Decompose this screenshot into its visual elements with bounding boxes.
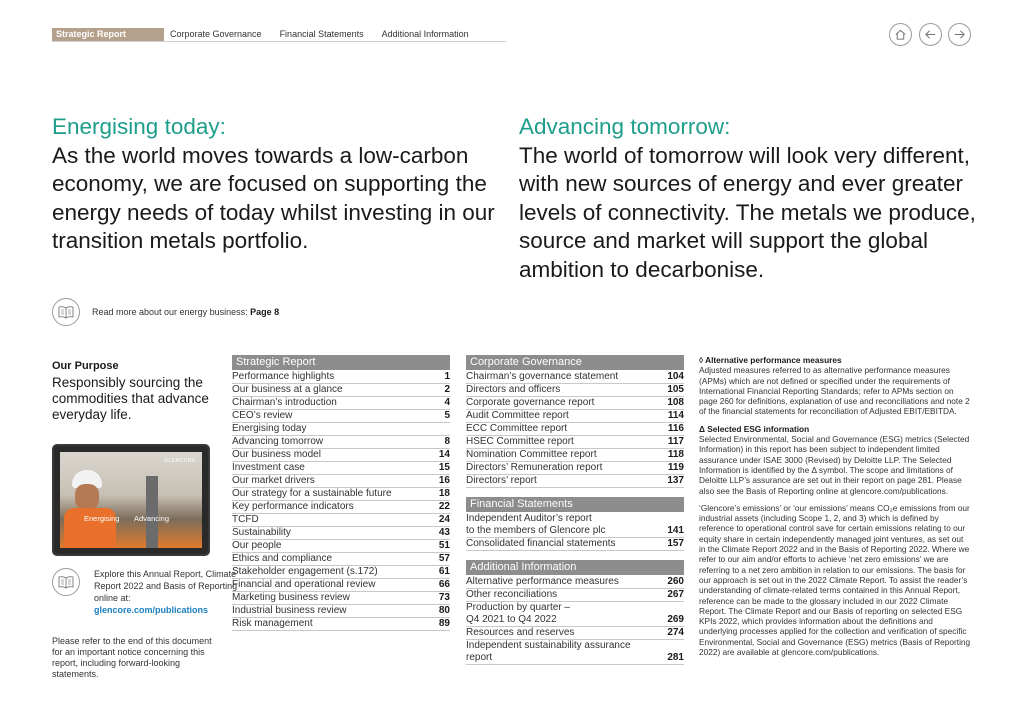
read-more-link[interactable]: Page 8 xyxy=(250,307,280,317)
contents-title: Consolidated financial statements xyxy=(466,538,616,549)
contents-row[interactable] xyxy=(232,488,450,501)
purpose-title: Our Purpose xyxy=(52,360,119,372)
contents-page-number: 57 xyxy=(438,553,450,564)
contents-page-number: 66 xyxy=(438,579,450,590)
heading-accent: Energising today: xyxy=(52,114,226,139)
contents-page-number: 269 xyxy=(667,614,684,625)
apm-text: Adjusted measures referred to as alternative performance measures (APMs) which are not defined or specified under the requirements of International Financial Reporting Standards; refer to APMs section on page 260 for definitions, explanation of use and reconciliations and note 2 of the financial statements for reconciliation of Adjusted EBIT/EBITDA. xyxy=(699,365,970,417)
contents-row[interactable] xyxy=(232,449,450,462)
heading-text: As the world moves towards a low-carbon economy, we are focused on supporting the energy needs of today whilst investing in our transition metals portfolio. xyxy=(52,142,495,253)
contents-page-number: 1 xyxy=(444,371,450,382)
contents-title: Nomination Committee report xyxy=(466,449,597,460)
contents-page-number: 61 xyxy=(438,566,450,577)
contents-row[interactable] xyxy=(232,436,450,449)
section-header: Financial Statements xyxy=(466,497,684,512)
contents-title: Chairman’s introduction xyxy=(232,397,337,408)
strategic-report-contents xyxy=(232,355,450,631)
contents-title: Industrial business review xyxy=(232,605,347,616)
contents-page-number: 141 xyxy=(667,525,684,536)
energising-today-heading xyxy=(52,113,502,256)
advancing-tomorrow-heading xyxy=(519,113,989,284)
contents-title: Stakeholder engagement (s.172) xyxy=(232,566,378,577)
contents-row[interactable] xyxy=(466,627,684,640)
section-header: Strategic Report xyxy=(232,355,450,370)
contents-row[interactable] xyxy=(232,384,450,397)
governance-financial-contents xyxy=(466,355,684,665)
contents-page-number: 8 xyxy=(444,436,450,447)
contents-row[interactable] xyxy=(466,436,684,449)
contents-title: Ethics and compliance xyxy=(232,553,333,564)
contents-page-number: 16 xyxy=(438,475,450,486)
contents-title: Chairman’s governance statement xyxy=(466,371,619,382)
footnotes xyxy=(699,355,971,664)
arrow-left-icon xyxy=(924,28,937,41)
contents-row[interactable] xyxy=(232,410,450,423)
contents-page-number: 104 xyxy=(667,371,684,382)
contents-title: Independent Auditor’s report to the members of Glencore plc xyxy=(466,513,606,536)
explore-online xyxy=(52,568,242,616)
forward-button[interactable] xyxy=(948,23,971,46)
contents-row[interactable] xyxy=(466,538,684,551)
emissions-text: ‘Glencore’s emissions’ or ‘our emissions’ means CO₂e emissions from our industrial assets (including Scope 1, 2, and 3) which is defined by reference to operational control save for certain emissions relating to our equity share in certain independently managed joint ventures, as set out in the Climate Report 2022 and in the Basis of Reporting 2022. Where we refer to our aim and/or efforts to achieve ‘net zero emissions’ we are referring to a net zero ambition in relation to our emissions. The basis for our approach is set out in the 2022 Climate Report. To assist the reader’s understanding of climate-related terms contained in this Annual Report, reference can be made to the glossary included in our 2022 Climate Report. The Climate Report and our Basis of reporting on selected ESG KPIs 2022, which provides information about the definitions and underlying processes applied for the collection and verification of specific Environmental, Social and Governance (ESG) metrics (Basis of Reporting 2022) are available at glencore.com/publications. xyxy=(699,502,971,658)
contents-title: TCFD xyxy=(232,514,259,525)
contents-title: Our people xyxy=(232,540,282,551)
contents-title: Our business at a glance xyxy=(232,384,343,395)
contents-title: Investment case xyxy=(232,462,305,473)
contents-page-number: 267 xyxy=(667,589,684,600)
section-header: Corporate Governance xyxy=(466,355,684,370)
contents-title: Advancing tomorrow xyxy=(232,436,324,447)
heading-text: The world of tomorrow will look very different, with new sources of energy and ever greater levels of connectivity. The metals we produce, source and market will support the global ambition to decarbonise. xyxy=(519,142,976,282)
arrow-right-icon xyxy=(953,28,966,41)
contents-title: Our strategy for a sustainable future xyxy=(232,488,392,499)
contents-row[interactable] xyxy=(466,513,684,538)
contents-row[interactable] xyxy=(232,527,450,540)
contents-row[interactable] xyxy=(232,423,450,436)
tab-financial-statements[interactable]: Financial Statements xyxy=(279,29,364,39)
contents-page-number: 5 xyxy=(444,410,450,421)
publications-link[interactable]: glencore.com/publications xyxy=(94,605,209,615)
contents-page-number: 108 xyxy=(667,397,684,408)
read-more xyxy=(52,298,279,326)
contents-page-number: 4 xyxy=(444,397,450,408)
contents-row[interactable] xyxy=(466,589,684,602)
glencore-logo: GLENCORE xyxy=(163,458,196,464)
book-icon xyxy=(52,298,80,326)
purpose-text: Responsibly sourcing the commodities that advance everyday life. xyxy=(52,375,209,422)
contents-page-number: 24 xyxy=(438,514,450,525)
contents-page-number: 117 xyxy=(667,436,684,447)
home-icon xyxy=(894,28,907,41)
contents-page-number: 116 xyxy=(667,423,684,434)
contents-row[interactable] xyxy=(232,462,450,475)
back-button[interactable] xyxy=(919,23,942,46)
esg-text: Selected Environmental, Social and Governance (ESG) metrics (Selected Information) in this report has been subject to independent limited assurance under ISAE 3000 (Revised) by Deloitte LLP. The Selected Information is identified by the Δ symbol. The scope and limitations of Deloitte LLP’s assurance are set out in their report on page 281. Please also see the Basis of Reporting online at glencore.com/publications. xyxy=(699,434,970,496)
contents-row[interactable] xyxy=(232,514,450,527)
contents-page-number: 14 xyxy=(438,449,450,460)
contents-page-number: 114 xyxy=(667,410,684,421)
esg-title: Δ Selected ESG information xyxy=(699,423,810,434)
contents-page-number: 281 xyxy=(667,652,684,663)
contents-title: ECC Committee report xyxy=(466,423,568,434)
contents-row[interactable] xyxy=(232,566,450,579)
contents-title: Risk management xyxy=(232,618,313,629)
contents-row[interactable] xyxy=(466,602,684,627)
contents-title: Directors and officers xyxy=(466,384,561,395)
contents-title: Corporate governance report xyxy=(466,397,595,408)
explore-text: Explore this Annual Report, Climate Report 2022 and Basis of Reporting online at: xyxy=(94,569,238,603)
contents-row[interactable] xyxy=(466,423,684,436)
contents-page-number: 157 xyxy=(667,538,684,549)
contents-title: Alternative performance measures xyxy=(466,576,619,587)
cover-word-advancing: Advancing xyxy=(134,514,170,523)
contents-title: Independent sustainability assurance report xyxy=(466,640,631,663)
tab-corporate-governance[interactable]: Corporate Governance xyxy=(170,29,262,39)
contents-row[interactable] xyxy=(232,618,450,631)
contents-page-number: 18 xyxy=(438,488,450,499)
contents-title: Audit Committee report xyxy=(466,410,569,421)
contents-title: HSEC Committee report xyxy=(466,436,574,447)
section-header: Additional Information xyxy=(466,560,684,575)
contents-title: Key performance indicators xyxy=(232,501,354,512)
book-icon xyxy=(52,568,80,596)
contents-row[interactable] xyxy=(232,397,450,410)
contents-title: Marketing business review xyxy=(232,592,350,603)
our-purpose xyxy=(52,360,212,423)
contents-row[interactable] xyxy=(232,592,450,605)
contents-page-number: 89 xyxy=(438,618,450,629)
home-button[interactable] xyxy=(889,23,912,46)
cover-word-energising: Energising xyxy=(84,514,120,523)
contents-row[interactable] xyxy=(466,410,684,423)
contents-page-number: 119 xyxy=(667,462,684,473)
tab-strategic-report[interactable]: Strategic Report xyxy=(52,28,164,41)
contents-title: Our business model xyxy=(232,449,321,460)
contents-row[interactable] xyxy=(232,579,450,592)
contents-row[interactable] xyxy=(466,449,684,462)
contents-row[interactable] xyxy=(232,475,450,488)
contents-page-number: 15 xyxy=(438,462,450,473)
contents-row[interactable] xyxy=(232,540,450,553)
contents-row[interactable] xyxy=(466,371,684,384)
contents-title: Sustainability xyxy=(232,527,291,538)
contents-title: Financial and operational review xyxy=(232,579,376,590)
important-notice: Please refer to the end of this document for an important notice concerning this report, including forward-looking statements. xyxy=(52,636,212,679)
contents-title: CEO’s review xyxy=(232,410,293,421)
contents-page-number: 260 xyxy=(667,576,684,587)
contents-row[interactable] xyxy=(466,576,684,589)
contents-row[interactable] xyxy=(466,640,684,665)
contents-title: Directors’ report xyxy=(466,475,537,486)
annual-report-cover-image[interactable] xyxy=(52,444,210,556)
contents-page-number: 51 xyxy=(438,540,450,551)
contents-row[interactable] xyxy=(232,553,450,566)
contents-page-number: 22 xyxy=(438,501,450,512)
contents-title: Our market drivers xyxy=(232,475,315,486)
contents-row[interactable] xyxy=(466,397,684,410)
contents-page-number: 274 xyxy=(667,627,684,638)
contents-page-number: 43 xyxy=(438,527,450,538)
contents-page-number: 80 xyxy=(438,605,450,616)
contents-row[interactable] xyxy=(232,605,450,618)
contents-page-number: 73 xyxy=(438,592,450,603)
contents-title: Other reconciliations xyxy=(466,589,558,600)
heading-accent: Advancing tomorrow: xyxy=(519,114,731,139)
contents-row[interactable] xyxy=(466,384,684,397)
apm-title: ◊ Alternative performance measures xyxy=(699,355,842,365)
read-more-text: Read more about our energy business: xyxy=(92,307,248,317)
contents-page-number: 137 xyxy=(667,475,684,486)
contents-row[interactable] xyxy=(466,475,684,488)
contents-row[interactable] xyxy=(232,371,450,384)
contents-page-number: 2 xyxy=(444,384,450,395)
contents-page-number: 105 xyxy=(667,384,684,395)
contents-row[interactable] xyxy=(232,501,450,514)
contents-title: Performance highlights xyxy=(232,371,335,382)
contents-row[interactable] xyxy=(466,462,684,475)
contents-title: Resources and reserves xyxy=(466,627,575,638)
top-navigation xyxy=(52,28,506,42)
contents-page-number: 118 xyxy=(667,449,684,460)
tab-additional-information[interactable]: Additional Information xyxy=(381,29,469,39)
contents-title: Production by quarter – Q4 2021 to Q4 2022 xyxy=(466,602,570,625)
contents-title: Energising today xyxy=(232,423,307,434)
contents-title: Directors’ Remuneration report xyxy=(466,462,603,473)
